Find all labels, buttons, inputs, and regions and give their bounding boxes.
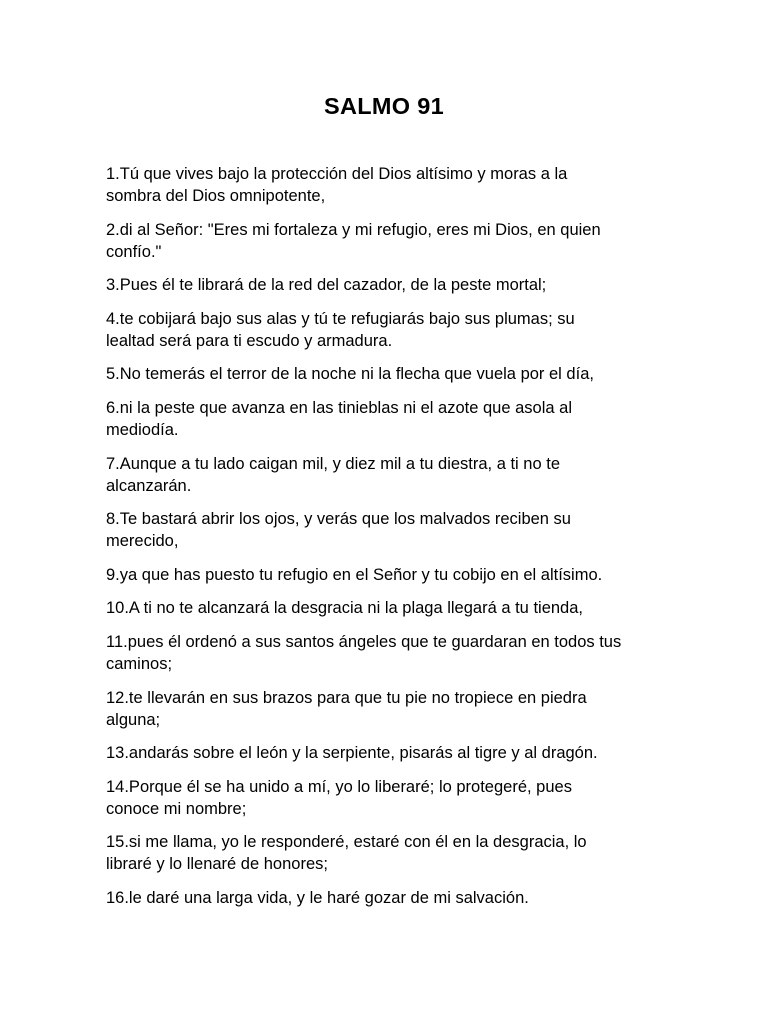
verse-line: sombra del Dios omnipotente, bbox=[106, 187, 326, 205]
verse-line: alcanzarán. bbox=[106, 476, 192, 495]
verse-14 bbox=[106, 776, 666, 820]
verse-line: 11.pues él ordenó a sus santos ángeles que te guardaran en todos tus bbox=[106, 632, 622, 651]
verse-line: 2.di al Señor: "Eres mi fortaleza y mi refugio, eres mi Dios, en quien bbox=[106, 220, 601, 239]
verse-7 bbox=[106, 453, 666, 497]
verse-15 bbox=[106, 831, 666, 875]
verse-8 bbox=[106, 508, 666, 552]
verse-line: 3.Pues él te librará de la red del cazador, de la peste mortal; bbox=[106, 276, 547, 295]
verse-line: 9.ya que has puesto tu refugio en el Señor y tu cobijo en el altísimo. bbox=[106, 565, 603, 584]
verse-line: 5.No temerás el terror de la noche ni la flecha que vuela por el día, bbox=[106, 365, 594, 384]
verse-line: caminos; bbox=[106, 654, 173, 673]
verse-16 bbox=[106, 887, 666, 909]
verse-line: 16.le daré una larga vida, y le haré gozar de mi salvación. bbox=[106, 888, 529, 907]
verse-6 bbox=[106, 397, 666, 441]
verse-line: 14.Porque él se ha unido a mí, yo lo liberaré; lo protegeré, pues bbox=[106, 777, 572, 796]
verse-list bbox=[106, 163, 666, 921]
verse-13 bbox=[106, 742, 666, 764]
verse-12 bbox=[106, 687, 666, 731]
verse-line: alguna; bbox=[106, 710, 161, 729]
verse-9 bbox=[106, 564, 666, 586]
verse-line: merecido, bbox=[106, 532, 179, 551]
verse-line: 7.Aunque a tu lado caigan mil, y diez mil a tu diestra, a ti no te bbox=[106, 454, 561, 473]
page-title: SALMO 91 bbox=[324, 93, 444, 119]
verse-4 bbox=[106, 308, 666, 352]
verse-line: 4.te cobijará bajo sus alas y tú te refugiarás bajo sus plumas; su bbox=[106, 309, 575, 328]
verse-line: libraré y lo llenaré de honores; bbox=[106, 855, 328, 874]
verse-line: mediodía. bbox=[106, 420, 179, 439]
verse-line: 8.Te bastará abrir los ojos, y verás que los malvados reciben su bbox=[106, 510, 571, 529]
verse-11 bbox=[106, 631, 666, 675]
verse-line: conoce mi nombre; bbox=[106, 799, 247, 818]
verse-line: 12.te llevarán en sus brazos para que tu pie no tropiece en piedra bbox=[106, 688, 587, 707]
verse-line: 6.ni la peste que avanza en las tinieblas ni el azote que asola al bbox=[106, 398, 572, 417]
verse-2 bbox=[106, 219, 666, 263]
verse-3 bbox=[106, 274, 666, 296]
verse-1 bbox=[106, 163, 666, 207]
verse-line: lealtad será para ti escudo y armadura. bbox=[106, 331, 393, 350]
verse-10 bbox=[106, 597, 666, 619]
verse-line: confío." bbox=[106, 242, 162, 261]
verse-line: 10.A ti no te alcanzará la desgracia ni la plaga llegará a tu tienda, bbox=[106, 599, 583, 618]
verse-5 bbox=[106, 363, 666, 385]
verse-line: 13.andarás sobre el león y la serpiente, pisarás al tigre y al dragón. bbox=[106, 744, 598, 763]
verse-line: 15.si me llama, yo le responderé, estaré con él en la desgracia, lo bbox=[106, 833, 587, 852]
verse-line: 1.Tú que vives bajo la protección del Dios altísimo y moras a la bbox=[106, 165, 568, 183]
